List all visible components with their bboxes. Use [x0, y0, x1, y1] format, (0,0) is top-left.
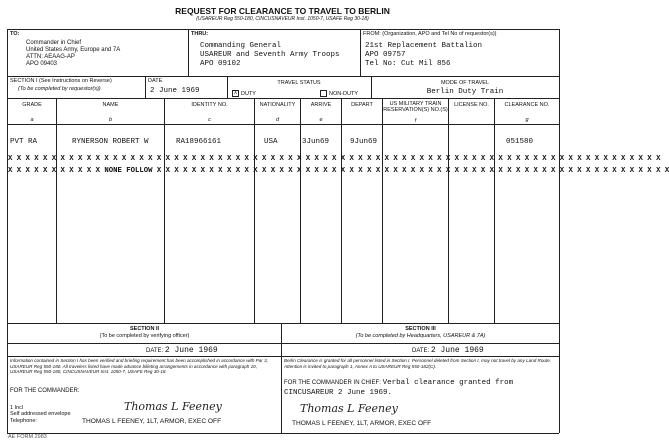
section2-envelope: Self addressed envelope: [10, 411, 71, 417]
frame-line: [7, 76, 559, 77]
frame-line: [7, 98, 559, 99]
frame-line: [7, 124, 559, 125]
col-name: NAME: [102, 102, 119, 108]
col-letter: d: [275, 117, 280, 123]
section1-date: 2 June 1969: [150, 87, 200, 95]
col-train-reservation: US MILITARY TRAIN RESERVATION(S) NO.(S): [383, 101, 448, 113]
frame-line: [188, 29, 189, 76]
section3-signer: THOMAS L FEENEY, 1LT, ARMOR, EXEC OFF: [292, 420, 432, 427]
frame-line: [341, 98, 342, 323]
mode-label: MODE OF TRAVEL: [440, 80, 490, 86]
section2-telephone: Telephone:: [10, 418, 37, 424]
frame-line: [7, 29, 559, 30]
col-nationality: NATIONALITY: [259, 102, 296, 108]
frame-line: [7, 29, 8, 433]
nonduty-checkbox[interactable]: [320, 90, 327, 97]
row-clearance: 051580: [506, 138, 534, 146]
duty-option: [232, 90, 256, 97]
col-letter: c: [208, 117, 211, 123]
section3-signature: Thomas L Feeney: [300, 402, 398, 415]
travel-status-label: TRAVEL STATUS: [277, 80, 321, 86]
section3-statement: Berlin Clearance is granted for all personnel listed in Section I. Personnel deleted from Section I, may not travel by any Land Route. Attention is invited to paragraph 1, Annex A to USAREUR Reg 550-182(C).: [284, 358, 552, 369]
nonduty-label: NON-DUTY: [329, 90, 359, 97]
row-depart: 9Jun69: [350, 138, 378, 146]
form-title: REQUEST FOR CLEARANCE TO TRAVEL TO BERLIN: [175, 6, 390, 16]
section3-sublabel: (To be completed by Headquarters, USAREUR & 7A): [355, 333, 486, 339]
x-fill-row: X X X X X X X X X X X NONE FOLLOW X X X X X X X X X X X X X X X X X X X X X X X X X X X X X X X X X X X X X X X X X X X X X X X X X X X X X X X X X X X: [8, 167, 669, 175]
to-label: TO:: [10, 31, 20, 37]
col-grade: GRADE: [22, 102, 42, 108]
date-label: DATE:: [146, 348, 164, 354]
for-cinc-label: FOR THE COMMANDER IN CHIEF:: [284, 380, 381, 386]
section2-date: [146, 347, 218, 355]
form-number: AE FORM 2983: [8, 434, 47, 440]
section2-for-commander: FOR THE COMMANDER:: [10, 388, 80, 394]
date-label: DATE: [148, 78, 163, 84]
frame-line: [281, 323, 282, 433]
frame-line: [145, 76, 146, 98]
from-label: FROM: (Organization, APO and Tel No of requestor(s)): [363, 31, 497, 37]
section2-label: SECTION II: [129, 326, 160, 332]
date-value: 2 June 1969: [164, 346, 218, 355]
col-arrive: ARRIVE: [310, 102, 332, 108]
col-letter: e: [319, 117, 323, 123]
section3-label: SECTION III: [405, 326, 436, 332]
frame-line: [494, 98, 495, 323]
row-nationality: USA: [264, 138, 278, 146]
section2-statement: Information contained in Section I has been verified and briefing requirement has been accomplished in accordance with Par 3, USAREUR Reg 550-180. All travelers listed have made advance billeting arrangements in accordance with paragraph 10, USAREUR Reg 550-180, CINCUSNAVEUR Inst. 1050-7, USAFE Reg 30-18.: [10, 358, 268, 375]
col-letter: f: [414, 118, 417, 124]
frame-line: [7, 433, 559, 434]
x-fill-row: X X X X X X X X X X X X X X X X X X X X X X X X X X X X X X X X X X X X X X X X X X X X X X X X X X X X X X X X X X X X X X X X X X X X X X X X X X X: [8, 155, 661, 163]
col-clearance: CLEARANCE NO.: [504, 102, 550, 108]
frame-line: [7, 343, 559, 344]
frame-line: [7, 356, 559, 357]
section3-for-cinc: [284, 380, 513, 387]
section3-date: [412, 347, 484, 355]
duty-checkbox[interactable]: X: [233, 90, 238, 96]
frame-line: [559, 29, 560, 433]
to-address: Commander in Chief United States Army, Europe and 7A ATTN: AEAAG-AP APO 09403: [26, 40, 121, 67]
frame-line: [360, 29, 361, 76]
thru-address: Commanding General USAREUR and Seventh Army Troops APO 09102: [200, 42, 340, 68]
frame-line: [56, 98, 57, 323]
col-letter: g: [525, 117, 529, 123]
section2-signature: Thomas L Feeney: [124, 400, 222, 413]
frame-line: [254, 98, 255, 323]
col-identity: IDENTITY NO.: [191, 102, 228, 108]
col-license: LICENSE NO.: [454, 102, 489, 108]
col-letter: b: [108, 117, 113, 123]
duty-label: DUTY: [241, 90, 256, 97]
section1-sublabel: (To be completed by requestor(s)): [18, 86, 101, 92]
form-subtitle: (USAREUR Reg 550-180, CINCUSNAVEUR Inst. 1050-7, USAFE Reg 30-18): [196, 16, 369, 22]
section2-sublabel: (To be completed by verifying officer): [99, 333, 190, 339]
verbal-clearance: Verbal clearance granted from: [382, 379, 514, 387]
date-label: DATE:: [412, 348, 430, 354]
nonduty-option: [320, 90, 358, 97]
frame-line: [300, 98, 301, 323]
row-name: RYNERSON ROBERT W: [72, 138, 149, 146]
mode-value: Berlin Duty Train: [426, 88, 504, 96]
section3-verbal-date: CINCUSAREUR 2 June 1969.: [284, 389, 393, 397]
section2-signer: THOMAS L FEENEY, 1LT, ARMOR, EXEC OFF: [82, 418, 222, 425]
row-grade: PVT RA: [10, 138, 38, 146]
thru-label: THRU:: [191, 31, 209, 37]
frame-line: [7, 323, 559, 324]
frame-line: [382, 98, 383, 323]
from-address: 21st Replacement Battalion APO 09757 Tel No: Cut Mil 856: [365, 42, 483, 68]
section2-incl: 1 Incl: [10, 405, 24, 411]
row-identity: RA18966161: [176, 138, 222, 146]
col-depart: DEPART: [351, 102, 373, 108]
section1-label: SECTION I (See Instructions on Reverse): [10, 78, 112, 84]
date-value: 2 June 1969: [430, 346, 484, 355]
frame-line: [164, 98, 165, 323]
col-letter: a: [30, 117, 34, 123]
frame-line: [448, 98, 449, 323]
row-arrive: 3Jun69: [302, 138, 330, 146]
